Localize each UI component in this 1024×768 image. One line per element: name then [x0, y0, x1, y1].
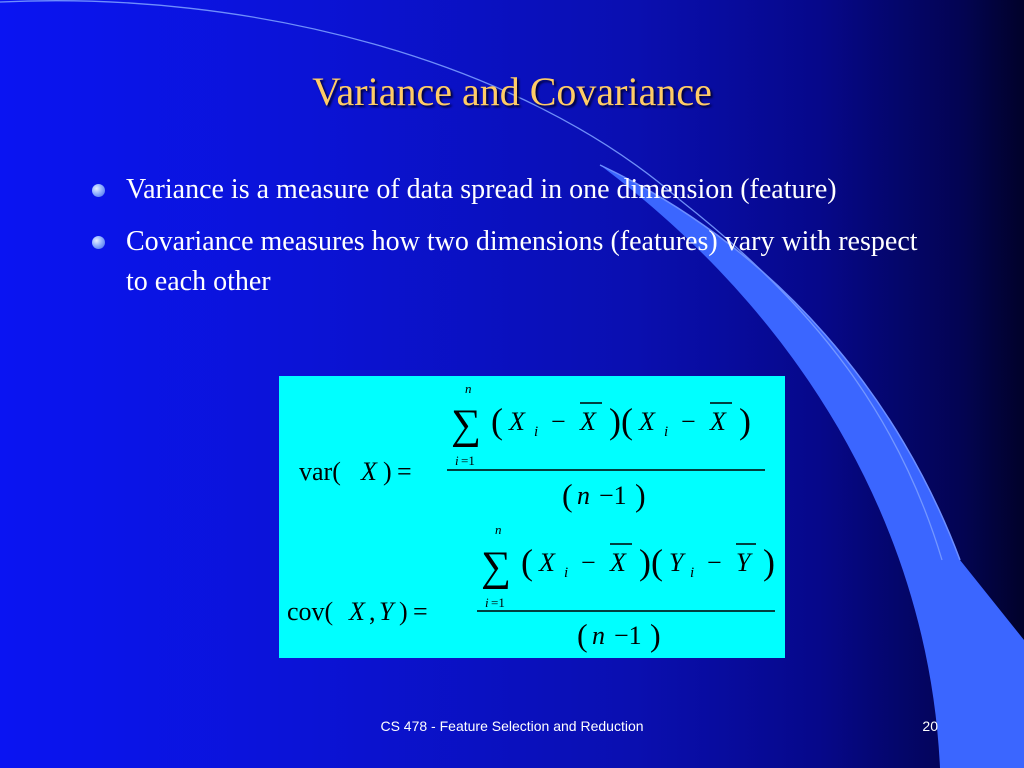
- svg-text:): ): [635, 477, 646, 513]
- formula-graphic: [279, 376, 785, 658]
- bullet-list: [88, 170, 918, 314]
- svg-text:i: i: [485, 595, 489, 610]
- svg-text:n: n: [495, 522, 502, 537]
- svg-text:(: (: [521, 542, 533, 582]
- svg-text:): ): [650, 617, 661, 653]
- bullet-text: Covariance measures how two dimensions (features) vary with respect to each other: [126, 226, 918, 297]
- svg-text:i: i: [664, 424, 669, 440]
- svg-text:=1: =1: [491, 595, 505, 610]
- bullet-item: [88, 222, 918, 302]
- page-number: 20: [922, 718, 938, 734]
- svg-text:n: n: [465, 381, 472, 396]
- svg-text:X: X: [580, 407, 596, 436]
- svg-text:(: (: [491, 401, 503, 441]
- variance-lhs: [299, 457, 412, 486]
- variance-formula: [299, 381, 765, 513]
- svg-text:(: (: [651, 542, 663, 582]
- svg-text:=: =: [413, 597, 428, 626]
- covariance-denominator: [577, 617, 661, 653]
- svg-text:=: =: [397, 457, 412, 486]
- svg-text:X: X: [610, 548, 626, 577]
- svg-text:Y: Y: [669, 548, 684, 577]
- svg-text:=1: =1: [461, 453, 475, 468]
- svg-text:(: (: [577, 617, 588, 653]
- covariance-lhs: [287, 597, 428, 626]
- svg-text:var(: var(: [299, 457, 341, 486]
- svg-text:i: i: [455, 453, 459, 468]
- svg-text:Y: Y: [379, 597, 394, 626]
- svg-text:): ): [399, 597, 408, 626]
- svg-text:): ): [739, 401, 751, 441]
- svg-text:i: i: [690, 565, 695, 581]
- bullet-item: [88, 170, 918, 210]
- covariance-formula: [287, 522, 775, 653]
- svg-text:): ): [763, 542, 775, 582]
- svg-text:,: ,: [369, 597, 376, 626]
- svg-text:X: X: [710, 407, 726, 436]
- svg-text:−: −: [551, 407, 566, 436]
- svg-text:X: X: [361, 457, 377, 486]
- svg-text:(: (: [621, 401, 633, 441]
- svg-text:X: X: [539, 548, 555, 577]
- svg-text:n: n: [592, 621, 605, 650]
- svg-text:X: X: [349, 597, 365, 626]
- slide-title: Variance and Covariance: [312, 69, 712, 114]
- svg-text:−: −: [581, 548, 596, 577]
- svg-text:Y: Y: [736, 548, 751, 577]
- svg-text:X: X: [509, 407, 525, 436]
- svg-text:−1: −1: [599, 481, 627, 510]
- bullet-text: Variance is a measure of data spread in one dimension (feature): [126, 174, 837, 205]
- svg-text:∑: ∑: [451, 402, 481, 448]
- svg-text:−: −: [681, 407, 696, 436]
- svg-text:−1: −1: [614, 621, 642, 650]
- svg-text:i: i: [534, 424, 539, 440]
- variance-numerator: [451, 381, 751, 468]
- formula-box: [279, 376, 785, 658]
- svg-text:i: i: [564, 565, 569, 581]
- svg-text:): ): [609, 401, 621, 441]
- variance-denominator: [562, 477, 646, 513]
- svg-text:(: (: [562, 477, 573, 513]
- svg-text:n: n: [577, 481, 590, 510]
- bullet-dot-icon: [92, 184, 105, 197]
- svg-text:−: −: [707, 548, 722, 577]
- svg-text:X: X: [639, 407, 655, 436]
- svg-text:): ): [383, 457, 392, 486]
- svg-text:): ): [639, 542, 651, 582]
- covariance-numerator: [481, 522, 775, 610]
- svg-text:∑: ∑: [481, 544, 511, 590]
- svg-text:cov(: cov(: [287, 597, 334, 626]
- bullet-dot-icon: [92, 236, 105, 249]
- slide-footer: CS 478 - Feature Selection and Reduction: [380, 718, 644, 734]
